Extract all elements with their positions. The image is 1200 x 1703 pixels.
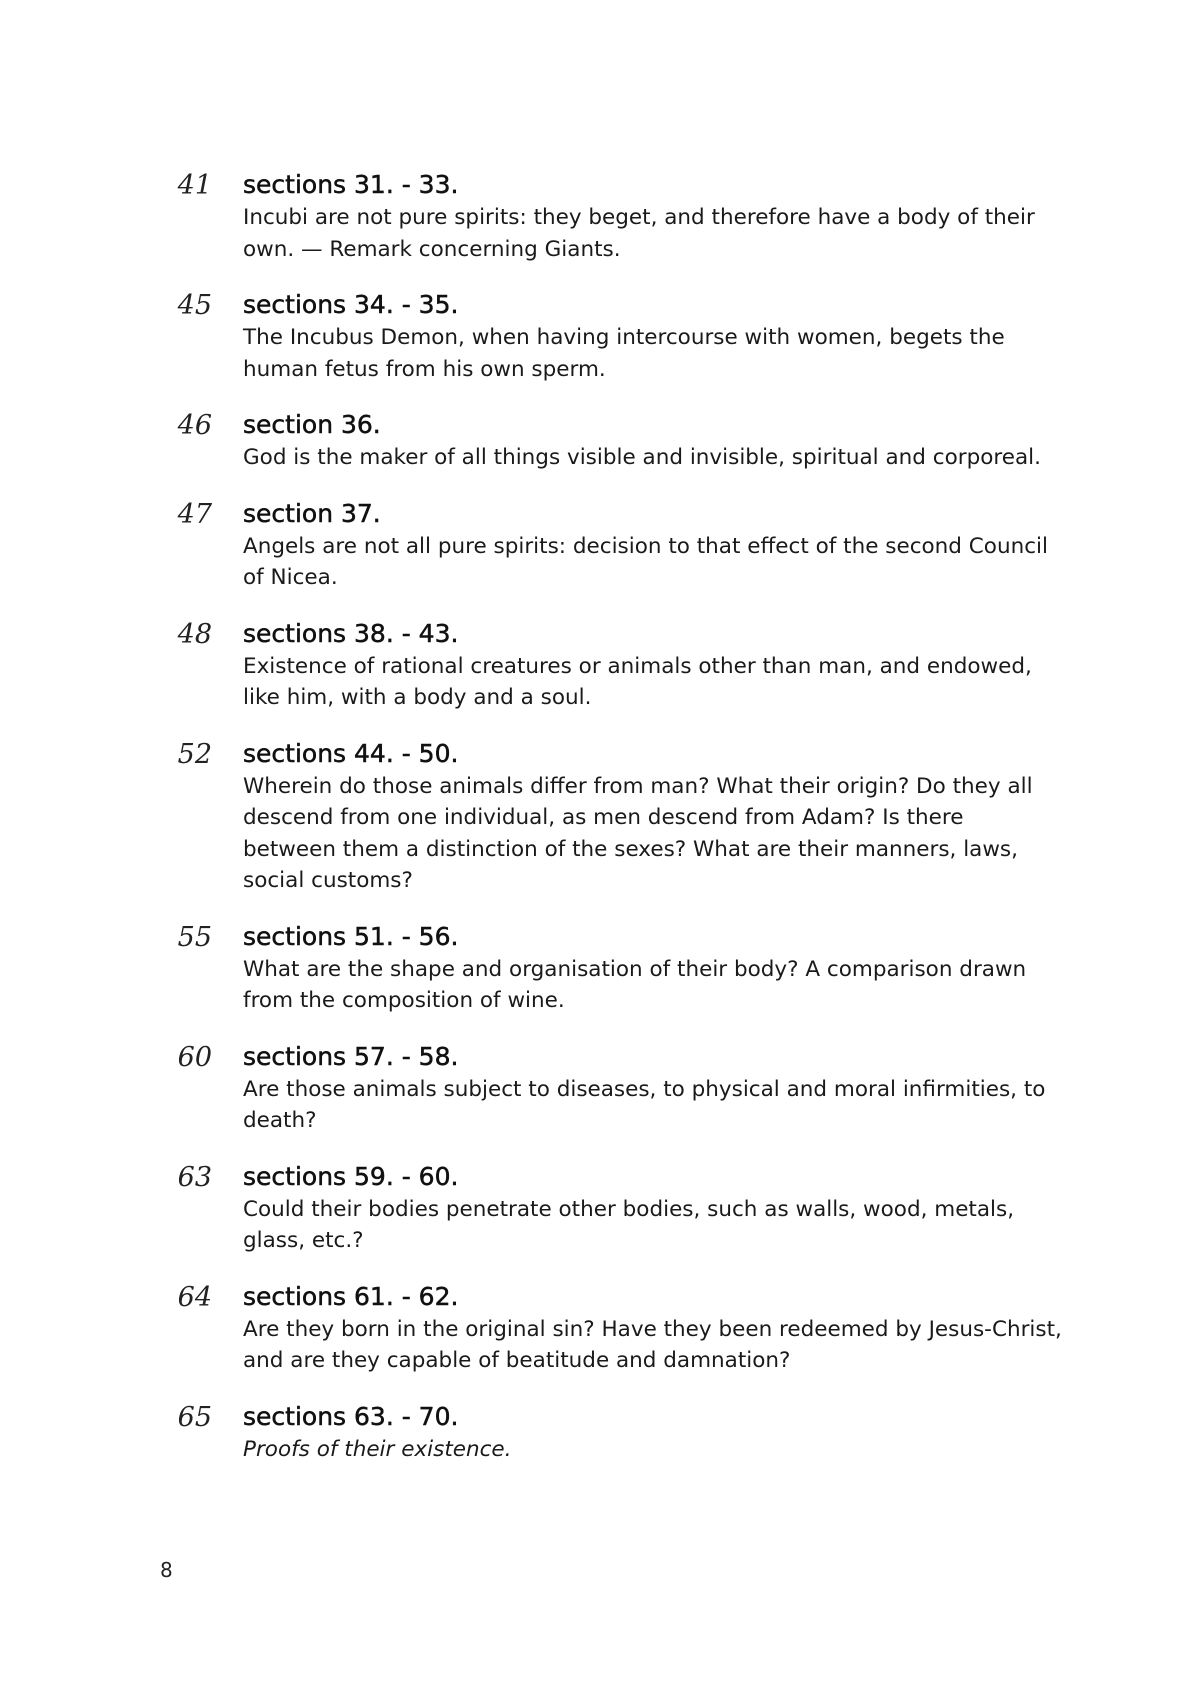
entry-body <box>243 1400 1063 1466</box>
section-description: Proofs of their existence. <box>243 1436 512 1462</box>
section-description: Could their bodies penetrate other bodies, such as walls, wood, metals, glass, etc.? <box>243 1196 1015 1253</box>
page-number: 46 <box>177 410 212 441</box>
toc-entry <box>0 920 1200 1017</box>
entry-body <box>243 497 1063 594</box>
section-description: God is the maker of all things visible and invisible, spiritual and corporeal. <box>243 445 1041 470</box>
entry-body <box>243 1160 1063 1257</box>
page-number: 63 <box>177 1161 212 1193</box>
section-description: Are they born in the original sin? Have they been redeemed by Jesus-Christ, and are they capable of beatitude and damnation? <box>243 1316 1062 1373</box>
section-heading: sections 34. - 35. <box>243 290 459 319</box>
toc-entry <box>0 1280 1200 1377</box>
section-heading: section 37. <box>243 498 381 528</box>
entry-body <box>243 408 1063 474</box>
entry-body <box>243 1280 1063 1377</box>
toc-entry <box>0 737 1200 897</box>
page-number: 48 <box>177 618 212 650</box>
page-number: 52 <box>177 738 212 770</box>
page-number: 55 <box>177 921 212 953</box>
entry-body <box>243 1040 1063 1137</box>
entry-body <box>243 288 1063 385</box>
toc-entry <box>0 168 1200 265</box>
entry-body <box>243 168 1063 265</box>
folio-page-number: 8 <box>160 1558 173 1582</box>
section-heading: sections 38. - 43. <box>243 618 459 648</box>
section-description: Angels are not all pure spirits: decision to that effect of the second Council of Nicea. <box>243 533 1048 590</box>
entry-body <box>243 617 1063 714</box>
toc-entry <box>0 1400 1200 1466</box>
section-heading: sections 61. - 62. <box>243 1281 459 1311</box>
toc-entry <box>0 1040 1200 1137</box>
section-description: The Incubus Demon, when having intercourse with women, begets the human fetus from his own sperm. <box>243 325 1005 382</box>
page-number: 47 <box>177 498 212 530</box>
section-description: Existence of rational creatures or animals other than man, and endowed, like him, with a body and a soul. <box>243 653 1032 710</box>
section-heading: sections 44. - 50. <box>243 738 459 768</box>
entry-body <box>243 920 1063 1017</box>
section-description: Incubi are not pure spirits: they beget, and therefore have a body of their own. — Remark concerning Giants. <box>243 205 1035 262</box>
page-number: 41 <box>177 170 212 201</box>
page-number: 45 <box>177 290 212 321</box>
section-heading: sections 51. - 56. <box>243 921 459 951</box>
section-description: What are the shape and organisation of their body? A comparison drawn from the composition of wine. <box>243 956 1027 1013</box>
section-heading: sections 59. - 60. <box>243 1161 459 1191</box>
section-description: Are those animals subject to diseases, to physical and moral infirmities, to death? <box>243 1076 1046 1133</box>
toc-entry <box>0 497 1200 594</box>
section-description: Wherein do those animals differ from man? What their origin? Do they all descend from one individual, as men descend from Adam? Is there between them a distinction of the sexes? What are their manners, laws, social customs? <box>243 773 1033 893</box>
entry-body <box>243 737 1063 897</box>
section-heading: sections 57. - 58. <box>243 1041 459 1071</box>
section-heading: sections 31. - 33. <box>243 170 459 199</box>
page-number: 65 <box>177 1401 212 1433</box>
toc-entry <box>0 288 1200 385</box>
table-of-contents <box>0 168 1200 1488</box>
toc-entry <box>0 617 1200 714</box>
page-number: 60 <box>177 1041 212 1073</box>
page-number: 64 <box>177 1281 212 1313</box>
toc-entry <box>0 1160 1200 1257</box>
section-heading: sections 63. - 70. <box>243 1401 459 1431</box>
toc-entry <box>0 408 1200 474</box>
section-heading: section 36. <box>243 410 381 439</box>
